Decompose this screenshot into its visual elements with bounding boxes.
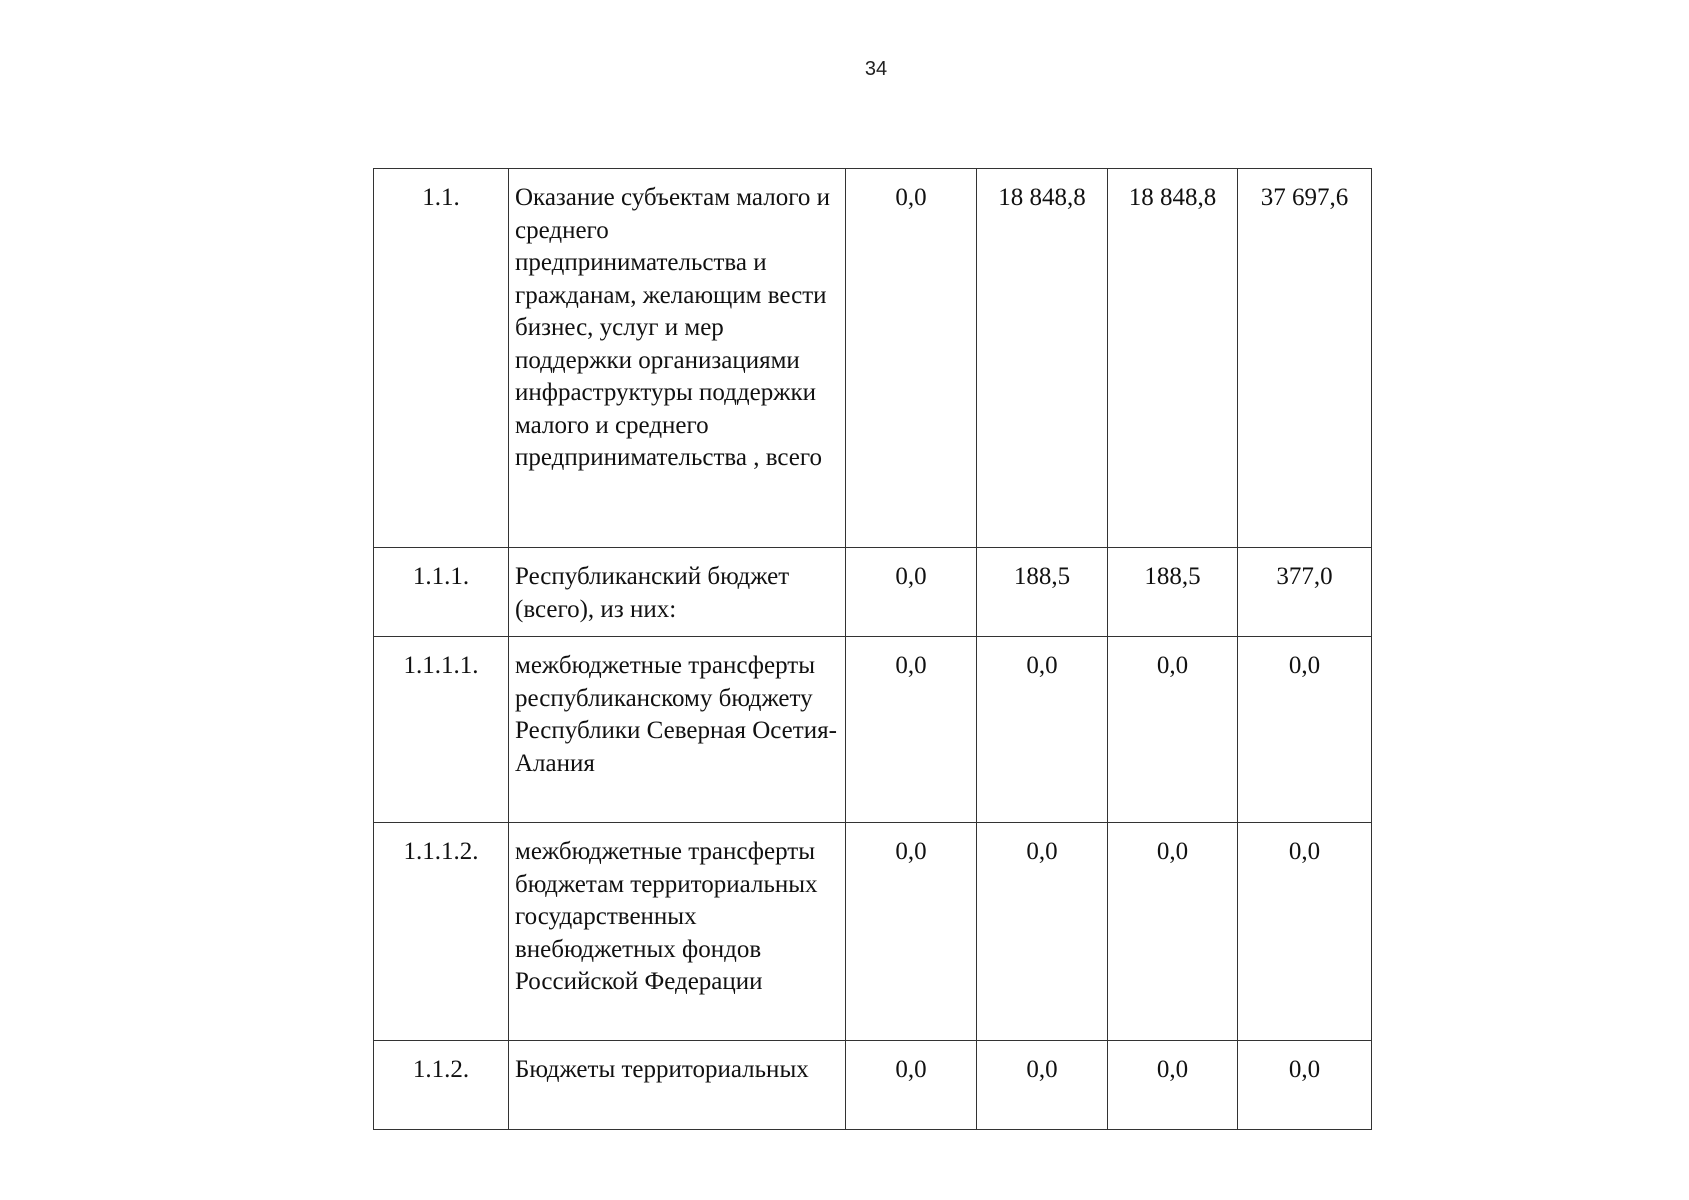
row-value: 0,0 (846, 637, 977, 823)
row-value: 0,0 (977, 637, 1108, 823)
row-value: 188,5 (977, 548, 1108, 637)
row-number: 1.1. (374, 169, 509, 548)
row-value: 18 848,8 (977, 169, 1108, 548)
row-value: 188,5 (1108, 548, 1238, 637)
row-value: 0,0 (846, 1041, 977, 1130)
row-value: 0,0 (846, 823, 977, 1041)
row-value: 0,0 (1108, 637, 1238, 823)
row-value: 0,0 (1238, 1041, 1372, 1130)
table-row (374, 1041, 1372, 1130)
row-value: 18 848,8 (1108, 169, 1238, 548)
table-row (374, 637, 1372, 823)
row-value: 0,0 (1238, 637, 1372, 823)
page-number: 34 (864, 58, 888, 80)
budget-table (373, 168, 1372, 1130)
row-value: 377,0 (1238, 548, 1372, 637)
row-number: 1.1.1.1. (374, 637, 509, 823)
row-description: Бюджеты территориальных (509, 1041, 846, 1130)
row-value: 0,0 (1238, 823, 1372, 1041)
table-row (374, 548, 1372, 637)
row-value: 0,0 (977, 823, 1108, 1041)
table-row (374, 823, 1372, 1041)
row-value: 0,0 (1108, 1041, 1238, 1130)
row-description: Оказание субъектам малого и среднего предпринимательства и гражданам, желающим вести бизнес, услуг и мер поддержки организациями инфраструктуры поддержки малого и среднего предпринимательства , всего (509, 169, 846, 548)
row-number: 1.1.2. (374, 1041, 509, 1130)
row-description: межбюджетные трансферты республиканскому бюджету Республики Северная Осетия-Алания (509, 637, 846, 823)
row-value: 0,0 (977, 1041, 1108, 1130)
table-row (374, 169, 1372, 548)
row-value: 0,0 (1108, 823, 1238, 1041)
row-description: межбюджетные трансферты бюджетам территориальных государственных внебюджетных фондов Российской Федерации (509, 823, 846, 1041)
row-value: 0,0 (846, 548, 977, 637)
row-number: 1.1.1. (374, 548, 509, 637)
row-description: Республиканский бюджет (всего), из них: (509, 548, 846, 637)
row-number: 1.1.1.2. (374, 823, 509, 1041)
row-value: 0,0 (846, 169, 977, 548)
row-value: 37 697,6 (1238, 169, 1372, 548)
